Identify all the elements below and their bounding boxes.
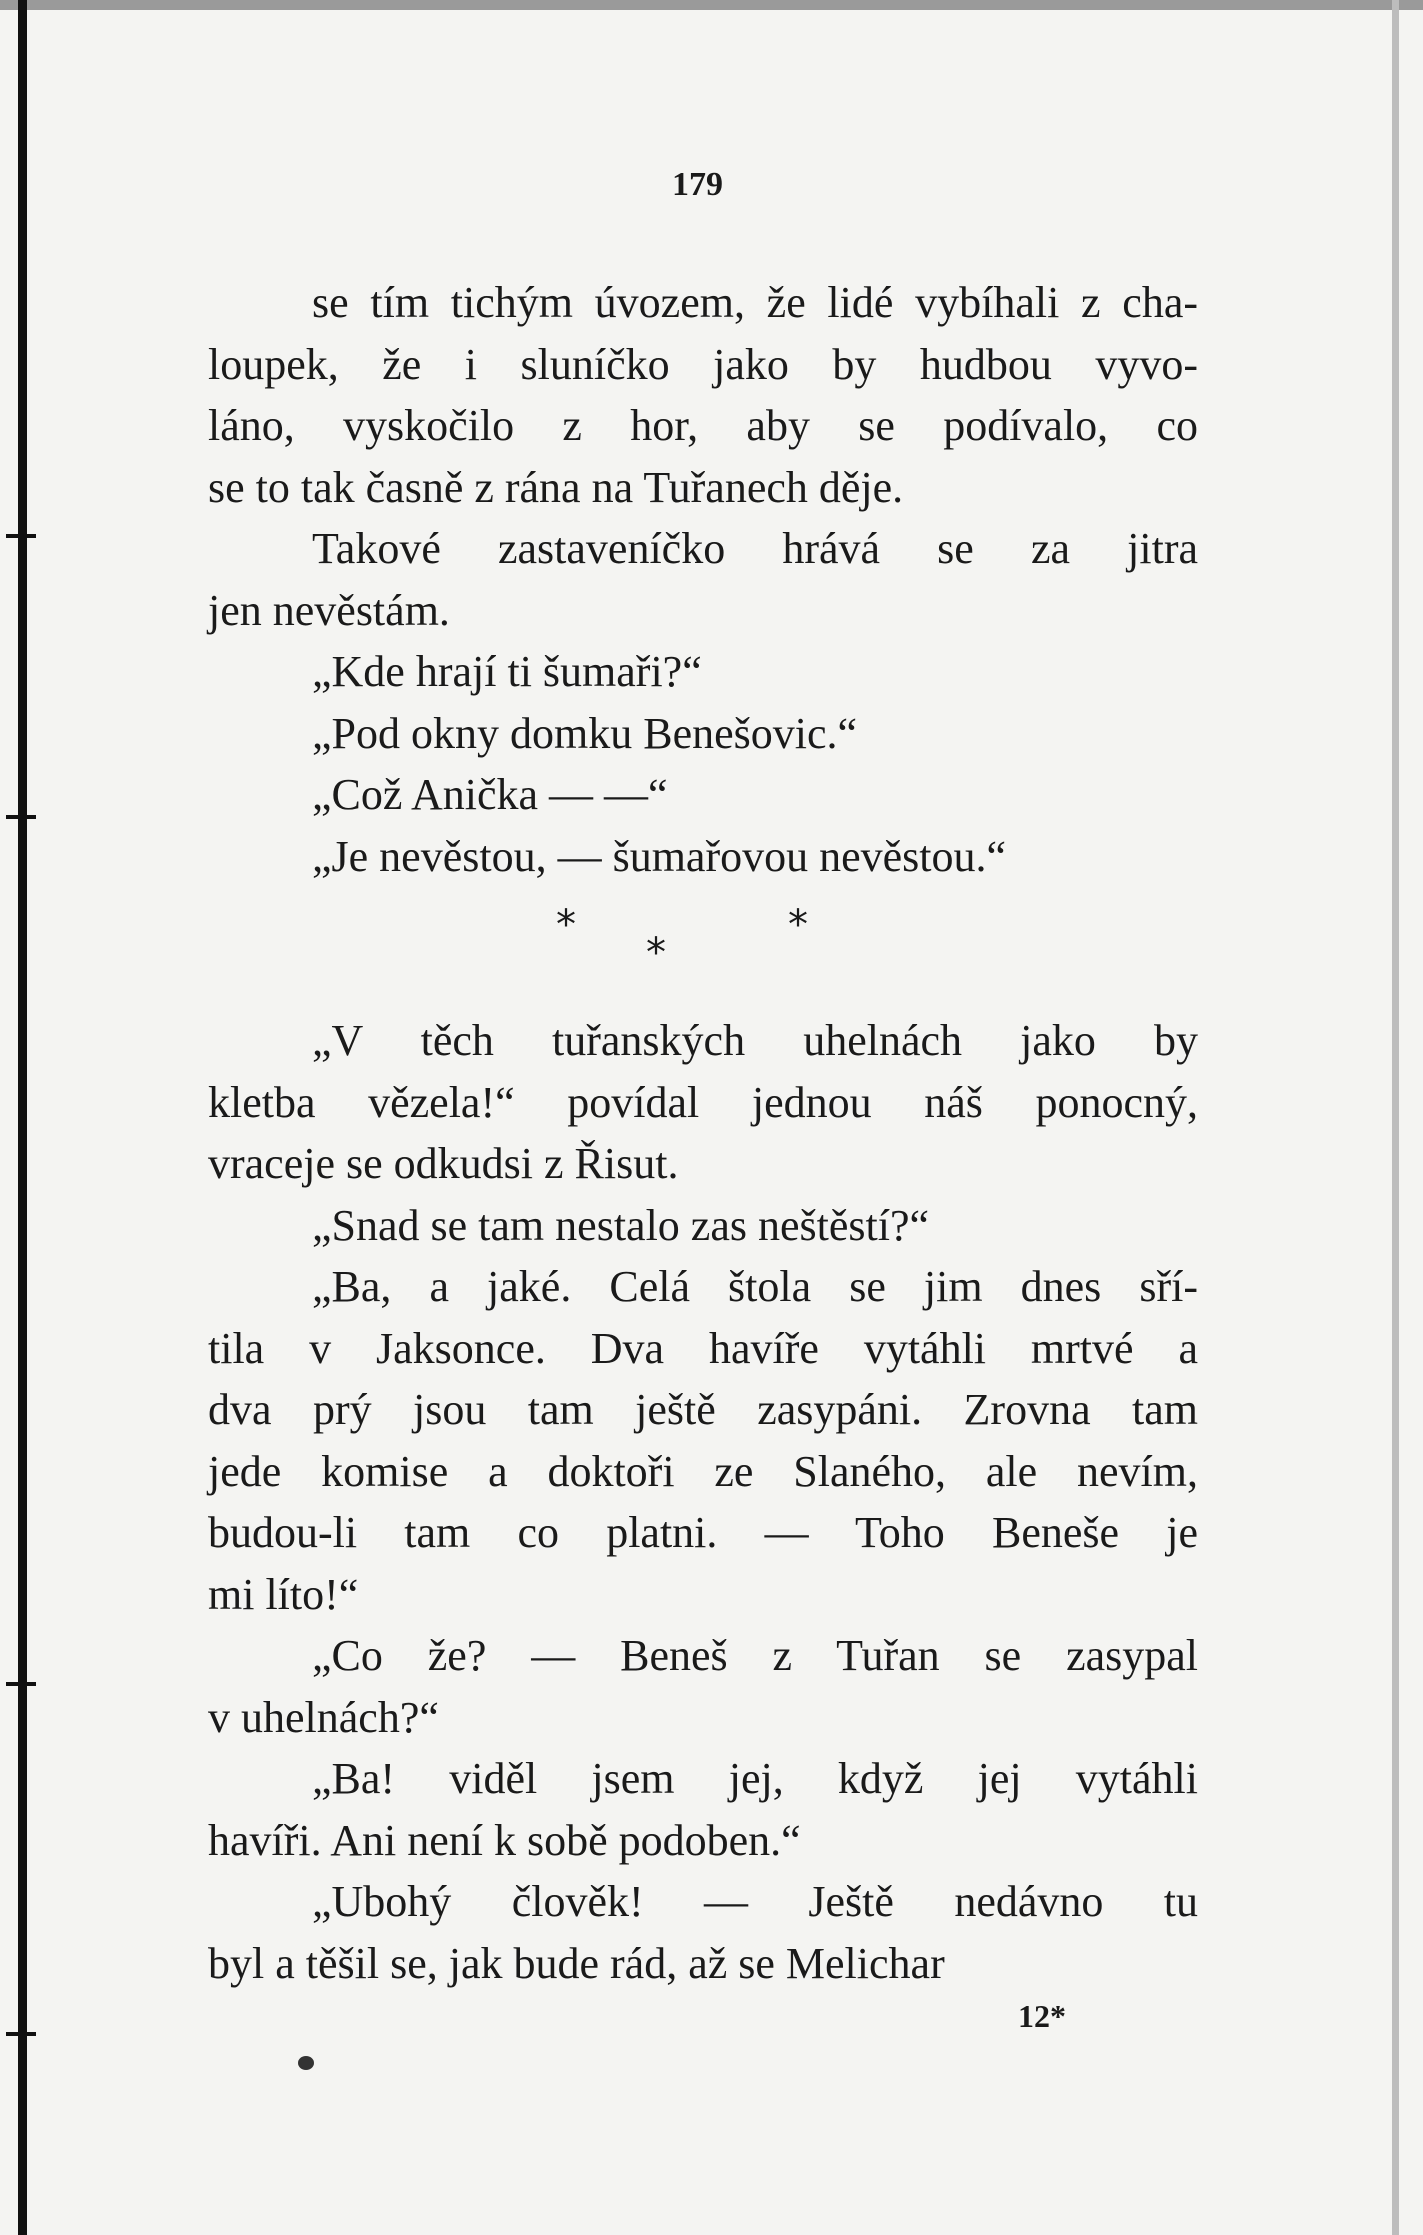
text-line: dva prý jsou tam ještě zasypáni. Zrovna tam: [208, 1385, 1198, 1434]
text-line: mi líto!“: [208, 1569, 359, 1619]
section-separator: [208, 887, 1198, 1010]
text-line: byl a těšil se, jak bude rád, až se Melichar: [208, 1938, 945, 1988]
separator-star-right: *: [788, 902, 808, 948]
text-line: se to tak časně z rána na Tuřanech děje.: [208, 462, 904, 512]
text-line: „Co že? — Beneš z Tuřan se zasypal: [312, 1631, 1198, 1680]
page-left-edge: [18, 0, 27, 2235]
page-number: 179: [672, 166, 723, 203]
text-line: „V těch tuřanských uhelnách jako by: [312, 1016, 1198, 1065]
text-line: „Ba! viděl jsem jej, když jej vytáhli: [312, 1754, 1198, 1803]
separator-star-left: *: [556, 902, 576, 948]
text-line: Takové zastaveníčko hrává se za jitra: [312, 524, 1198, 573]
signature-mark: 12*: [1018, 1998, 1066, 2034]
text-line: tila v Jaksonce. Dva havíře vytáhli mrtvé a: [208, 1323, 1198, 1373]
text-line: kletba vězela!“ povídal jednou náš ponocný,: [208, 1077, 1198, 1127]
text-line: „Snad se tam nestalo zas neštěstí?“: [312, 1200, 930, 1250]
margin-tick-mark: [6, 1682, 36, 1686]
body-text: [208, 272, 1198, 1994]
text-line: jen nevěstám.: [208, 585, 450, 635]
text-line: se tím tichým úvozem, že lidé vybíhali z cha-: [312, 278, 1198, 327]
text-line: „Což Anička — —“: [312, 770, 668, 819]
text-section-after: [208, 1010, 1198, 1994]
text-line: jede komise a doktoři ze Slaného, ale nevím,: [208, 1446, 1198, 1496]
text-line: „Ubohý člověk! — Ještě nedávno tu: [312, 1877, 1198, 1926]
text-line: „Kde hrají ti šumaři?“: [312, 647, 702, 696]
text-line: v uhelnách?“: [208, 1692, 439, 1742]
margin-tick-mark: [6, 2032, 36, 2036]
text-line: loupek, že i sluníčko jako by hudbou vyvo-: [208, 339, 1198, 389]
separator-star-center: *: [646, 930, 666, 976]
margin-tick-mark: [6, 534, 36, 538]
text-line: vraceje se odkudsi z Řisut.: [208, 1139, 679, 1188]
text-section-before: [208, 272, 1198, 887]
page-top-edge: [0, 0, 1423, 10]
text-line: „Pod okny domku Benešovic.“: [312, 708, 858, 758]
text-line: budou-li tam co platni. — Toho Beneše je: [208, 1508, 1198, 1557]
margin-tick-mark: [6, 815, 36, 819]
text-line: láno, vyskočilo z hor, aby se podívalo, co: [208, 401, 1198, 450]
text-line: „Je nevěstou, — šumařovou nevěstou.“: [312, 831, 1007, 881]
ink-blot: [298, 2056, 314, 2070]
text-line: havíři. Ani není k sobě podoben.“: [208, 1815, 801, 1865]
text-line: „Ba, a jaké. Celá štola se jim dnes sří-: [312, 1262, 1198, 1311]
page-right-edge: [1392, 0, 1399, 2235]
